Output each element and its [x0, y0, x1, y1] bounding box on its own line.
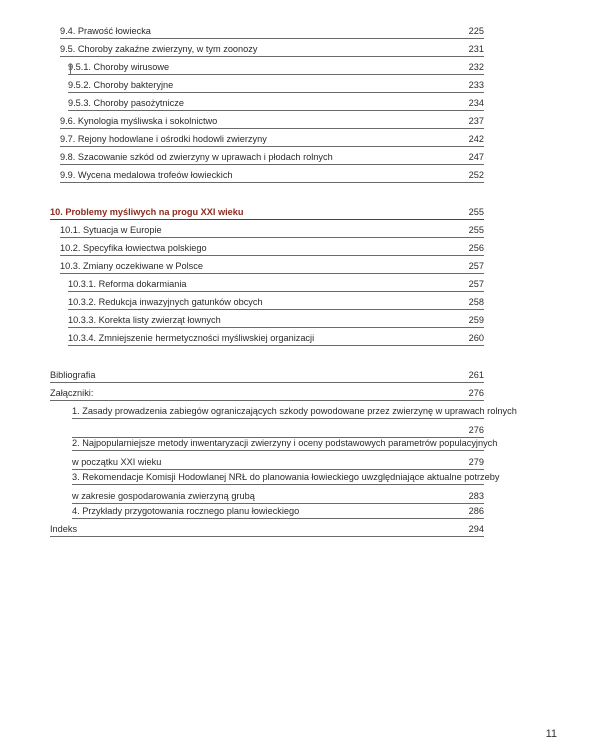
- toc-entry-title: 9.4. Prawość łowiecka: [60, 26, 151, 36]
- toc-entry[interactable]: [60, 261, 484, 274]
- toc-entry-page: 294: [468, 524, 484, 534]
- toc-entry[interactable]: [68, 80, 484, 93]
- toc-entry-title: 9.5. Choroby zakaźne zwierzyny, w tym zoonozy: [60, 44, 258, 54]
- toc-entry-title: 10.1. Sytuacja w Europie: [60, 225, 162, 235]
- page-number: 11: [545, 728, 557, 740]
- toc-entry-title: 10.3.1. Reforma dokarmiania: [68, 279, 187, 289]
- toc-entry-page: 231: [468, 44, 484, 54]
- toc-entry-page: 259: [468, 315, 484, 325]
- toc-annexes-heading[interactable]: [50, 388, 484, 401]
- toc-entry[interactable]: [60, 170, 484, 183]
- text-cursor: [70, 64, 71, 75]
- toc-annex-title: 3. Rekomendacje Komisji Hodowlanej NRŁ do planowania łowieckiego uwzględniające aktualne potrzeby: [72, 472, 484, 485]
- toc-entry[interactable]: [60, 44, 484, 57]
- toc-annex-page: 283: [468, 491, 484, 501]
- toc-annex-title-cont: w zakresie gospodarowania zwierzyną grubą: [72, 491, 255, 501]
- toc-entry-page: 247: [468, 152, 484, 162]
- toc-entry[interactable]: [60, 152, 484, 165]
- toc-entry-page: 256: [468, 243, 484, 253]
- toc-entry[interactable]: [60, 243, 484, 256]
- toc-chapter-page: 255: [468, 207, 484, 217]
- toc-annex[interactable]: [72, 406, 517, 438]
- toc-annex-title-cont: w początku XXI wieku: [72, 457, 162, 467]
- toc-entry-title: 9.8. Szacowanie szkód od zwierzyny w uprawach i płodach rolnych: [60, 152, 333, 162]
- toc-entry-title: 9.7. Rejony hodowlane i ośrodki hodowli zwierzyny: [60, 134, 267, 144]
- toc-entry[interactable]: [68, 62, 484, 75]
- toc-entry-title: 9.5.1. Choroby wirusowe: [68, 62, 170, 72]
- toc-entry[interactable]: [60, 134, 484, 147]
- toc-entry-page: 242: [468, 134, 484, 144]
- toc-bibliography[interactable]: [50, 370, 484, 383]
- toc-entry[interactable]: [60, 116, 484, 129]
- toc-entry[interactable]: [68, 98, 484, 111]
- toc-annex-title: 1. Zasady prowadzenia zabiegów ograniczających szkody powodowane przez zwierzynę w uprawach rolnych: [72, 406, 484, 419]
- toc-entry-title: 9.5.2. Choroby bakteryjne: [68, 80, 174, 90]
- toc-entry-page: 260: [468, 333, 484, 343]
- toc-annex-page: 279: [468, 457, 484, 467]
- toc-entry[interactable]: [68, 315, 484, 328]
- toc-annex-title: 4. Przykłady przygotowania rocznego planu łowieckiego: [72, 506, 300, 516]
- toc-index[interactable]: [50, 524, 484, 537]
- toc-chapter-title: 10. Problemy myśliwych na progu XXI wieku: [50, 207, 244, 217]
- toc-entry-title: Indeks: [50, 524, 78, 534]
- toc-entry-page: 252: [468, 170, 484, 180]
- toc-entry-page: 225: [468, 26, 484, 36]
- toc-entry-page: 258: [468, 297, 484, 307]
- toc-annex[interactable]: [72, 472, 500, 504]
- toc-entry[interactable]: [68, 297, 484, 310]
- toc-entry[interactable]: [60, 225, 484, 238]
- toc-entry-title: Bibliografia: [50, 370, 96, 380]
- toc-annex[interactable]: [72, 506, 484, 519]
- toc-entry[interactable]: [60, 26, 484, 39]
- toc-entry-title: 10.3.4. Zmniejszenie hermetyczności myśliwskiej organizacji: [68, 333, 315, 343]
- toc-annex-page: 286: [468, 506, 484, 516]
- toc-entry-page: 237: [468, 116, 484, 126]
- toc-entry[interactable]: [68, 279, 484, 292]
- toc-entry-page: 232: [468, 62, 484, 72]
- toc-entry-title: Załączniki:: [50, 388, 94, 398]
- toc-entry-page: 233: [468, 80, 484, 90]
- toc-annex[interactable]: [72, 438, 498, 470]
- toc-entry-title: 10.2. Specyfika łowiectwa polskiego: [60, 243, 207, 253]
- toc-entry-title: 9.5.3. Choroby pasożytnicze: [68, 98, 184, 108]
- toc-chapter[interactable]: [50, 207, 484, 220]
- toc-entry-page: 234: [468, 98, 484, 108]
- toc-entry-page: 276: [468, 388, 484, 398]
- toc-entry-title: 10.3.3. Korekta listy zwierząt łownych: [68, 315, 221, 325]
- toc-entry-page: 257: [468, 261, 484, 271]
- toc-entry-title: 9.6. Kynologia myśliwska i sokolnictwo: [60, 116, 218, 126]
- toc-entry-title: 10.3.2. Redukcja inwazyjnych gatunków obcych: [68, 297, 263, 307]
- toc-entry[interactable]: [68, 333, 484, 346]
- toc-annex-title: 2. Najpopularniejsze metody inwentaryzacji zwierzyny i oceny podstawowych parametrów populacyjnych: [72, 438, 484, 451]
- toc-entry-page: 261: [468, 370, 484, 380]
- toc-annex-page: 276: [72, 419, 484, 438]
- toc-entry-title: 9.9. Wycena medalowa trofeów łowieckich: [60, 170, 233, 180]
- toc-entry-page: 257: [468, 279, 484, 289]
- toc-entry-page: 255: [468, 225, 484, 235]
- toc-entry-title: 10.3. Zmiany oczekiwane w Polsce: [60, 261, 203, 271]
